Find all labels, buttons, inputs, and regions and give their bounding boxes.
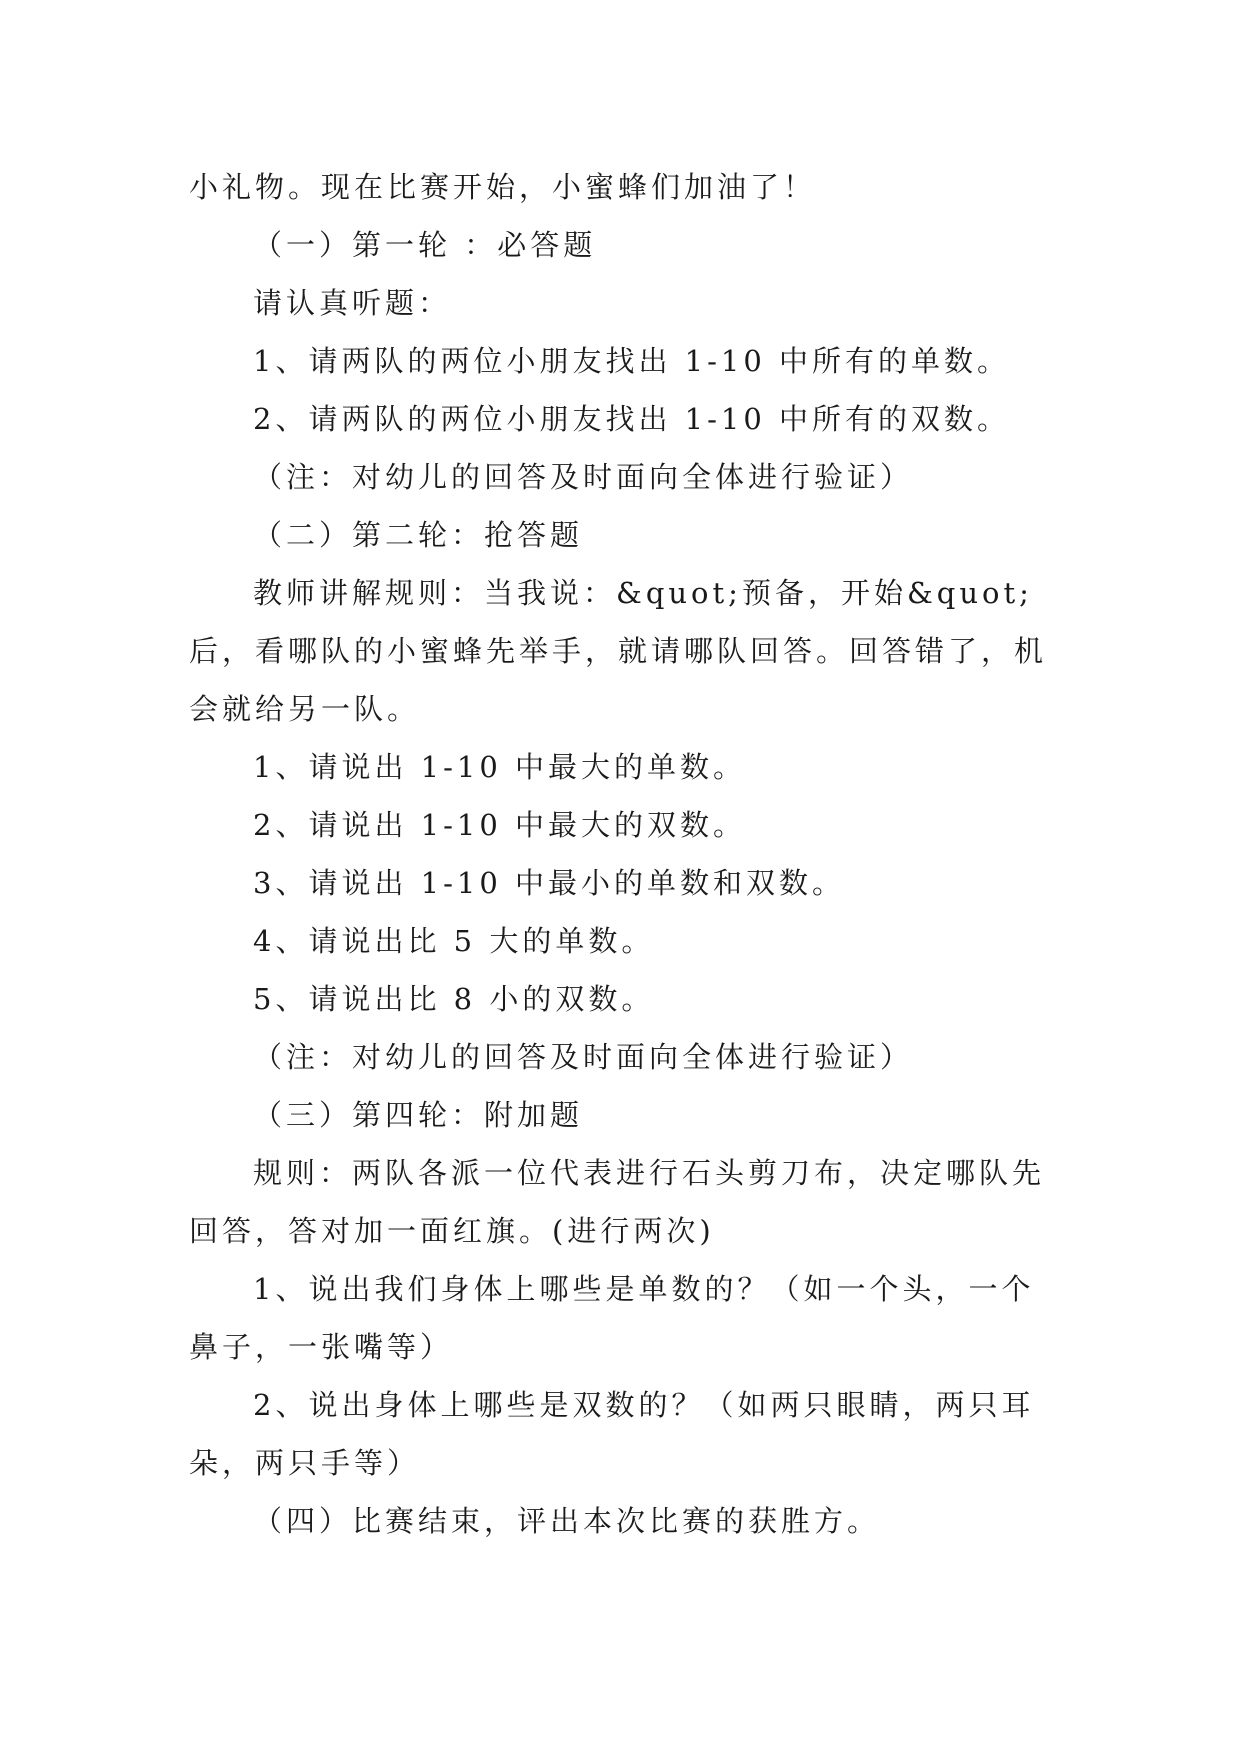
paragraph: 小礼物。现在比赛开始，小蜜蜂们加油了！ <box>189 170 817 204</box>
list-item: 4、请说出比 5 大的单数。 <box>253 924 655 958</box>
list-item: 3、请说出 1-10 中最小的单数和双数。 <box>253 866 846 900</box>
list-item: 5、请说出比 8 小的双数。 <box>253 982 655 1016</box>
note: （注：对幼儿的回答及时面向全体进行验证） <box>253 1040 914 1074</box>
paragraph: 教师讲解规则：当我说：&quot;预备，开始&quot;后，看哪队的小蜜蜂先举手，就请哪队回答。回答错了，机会就给另一队。 <box>189 576 1048 726</box>
list-item: 2、说出身体上哪些是双数的？（如两只眼睛，两只耳朵，两只手等） <box>189 1388 1035 1480</box>
section-heading-round-1: （一）第一轮 ：必答题 <box>253 228 597 262</box>
note: （注：对幼儿的回答及时面向全体进行验证） <box>253 460 914 494</box>
list-item: 1、请说出 1-10 中最大的单数。 <box>253 750 747 784</box>
list-item: 2、请说出 1-10 中最大的双数。 <box>253 808 747 842</box>
paragraph: 规则：两队各派一位代表进行石头剪刀布，决定哪队先回答，答对加一面红旗。(进行两次) <box>189 1156 1046 1248</box>
section-heading-round-4: （三）第四轮：附加题 <box>253 1098 584 1132</box>
list-item: 1、请两队的两位小朋友找出 1-10 中所有的单数。 <box>253 344 1011 378</box>
section-heading-round-2: （二）第二轮：抢答题 <box>253 518 584 552</box>
document-body <box>189 158 1061 1550</box>
section-heading-conclusion: （四）比赛结束，评出本次比赛的获胜方。 <box>253 1504 881 1538</box>
list-item: 2、请两队的两位小朋友找出 1-10 中所有的双数。 <box>253 402 1011 436</box>
paragraph: 请认真听题： <box>253 286 452 320</box>
list-item: 1、说出我们身体上哪些是单数的？（如一个头，一个鼻子，一张嘴等） <box>189 1272 1035 1364</box>
